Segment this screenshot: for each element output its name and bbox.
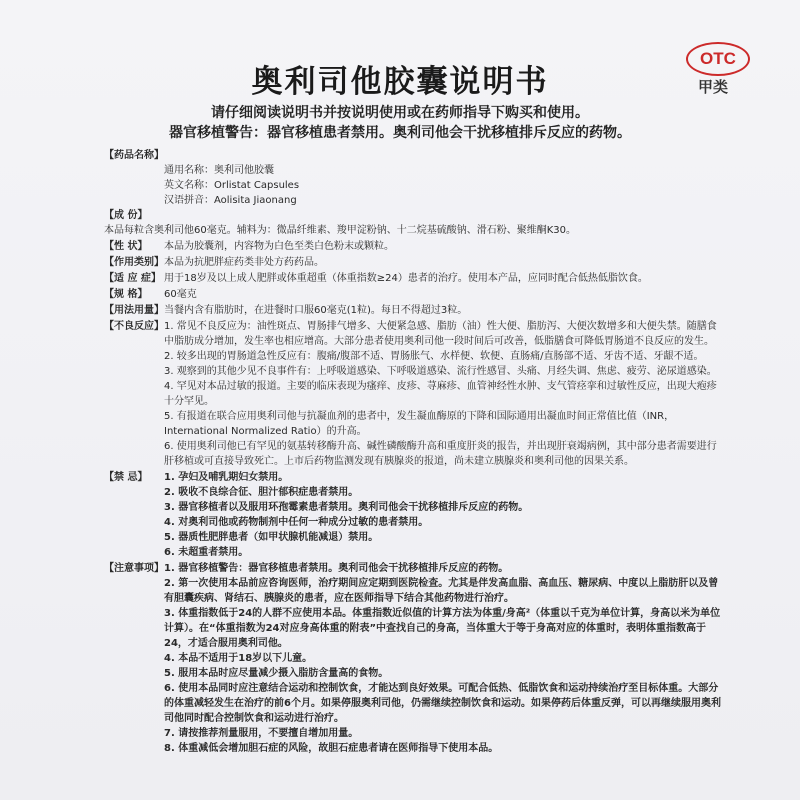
adverse-item: 2. 较多出现的胃肠道急性反应有：腹痛/腹部不适、胃肠胀气、水样便、软便、直肠痛/直肠部不适、牙齿不适、牙龈不适。 (164, 351, 704, 362)
contraindications-label: 【禁 忌】 (104, 472, 148, 483)
properties-label: 【性 状】 (104, 241, 148, 252)
spec-row (104, 287, 724, 302)
adverse-item: 3. 观察到的其他少见不良事件有：上呼吸道感染、下呼吸道感染、流行性感冒、头痛、月经失调、焦虑、疲劳、泌尿道感染。 (164, 366, 717, 377)
adverse-row (104, 319, 724, 469)
category-row (104, 255, 724, 270)
contraindications-row (104, 470, 724, 560)
precautions-label: 【注意事项】 (104, 563, 164, 574)
composition-text: 本品每粒含奥利司他60毫克。辅料为：微晶纤维素、羧甲淀粉钠、十二烷基硫酸钠、滑石粉、聚维酮K30。 (104, 225, 577, 236)
page-title: 奥利司他胶囊说明书 (251, 64, 549, 100)
precautions-row (104, 561, 724, 756)
adverse-item: 1. 常见不良反应为：油性斑点、胃肠排气增多、大便紧急感、脂肪（油）性大便、脂肪泻、大便次数增多和大便失禁。随膳食中脂肪成分增加，发生率也相应增高。大部分患者使用奥利司他一段时间后可改善，低脂膳食可降低胃肠道不良反应的发生。 (164, 321, 717, 347)
indication-label: 【适 应 症】 (104, 273, 161, 284)
dosage-row (104, 303, 724, 318)
contraindication-item: 1. 孕妇及哺乳期妇女禁用。 (164, 472, 289, 483)
leaflet-body (104, 148, 724, 756)
precaution-item: 4. 本品不适用于18岁以下儿童。 (164, 653, 313, 664)
spec-text: 60毫克 (164, 289, 197, 300)
transplant-warning: 器官移植警告：器官移植患者禁用。奥利司他会干扰移植排斥反应的药物。 (169, 125, 631, 141)
precaution-item: 2. 第一次使用本品前应咨询医师，治疗期间应定期到医院检查。尤其是伴发高血脂、高血压、糖尿病、中度以上脂肪肝以及曾有胆囊疾病、肾结石、胰腺炎的患者，应在医师指导下结合其他药物进行治疗。 (164, 578, 719, 604)
composition-label: 【成 份】 (104, 210, 148, 221)
adverse-label: 【不良反应】 (104, 321, 164, 332)
contraindication-item: 3. 器官移植者以及服用环孢霉素患者禁用。奥利司他会干扰移植排斥反应的药物。 (164, 502, 529, 513)
adverse-item: 6. 使用奥利司他已有罕见的氨基转移酶升高、碱性磷酸酶升高和重度肝炎的报告，并出现肝衰竭病例，其中部分患者需要进行肝移植或可直接导致死亡。上市后药物监测发现有胰腺炎的报道，尚未建立胰腺炎和奥利司他的因果关系。 (164, 441, 717, 467)
contraindication-item: 5. 器质性肥胖患者（如甲状腺机能减退）禁用。 (164, 532, 379, 543)
drug-name-label: 【药品名称】 (104, 150, 164, 161)
adverse-item: 4. 罕见对本品过敏的报道。主要的临床表现为瘙痒、皮疹、荨麻疹、血管神经性水肿、支气管痉挛和过敏性反应，出现大疱疹十分罕见。 (164, 381, 717, 407)
precaution-item: 6. 使用本品同时应注意结合运动和控制饮食，才能达到良好效果。可配合低热、低脂饮食和运动持续治疗至目标体重。大部分的体重减轻发生在治疗的前6个月。如果停服奥利司他，仍需继续控制饮食和运动。如果停药后体重反弹，可以再继续服用奥利司他同时配合控制饮食和运动进行治疗。 (164, 683, 721, 724)
contraindication-item: 4. 对奥利司他或药物制剂中任何一种成分过敏的患者禁用。 (164, 517, 429, 528)
category-text: 本品为抗肥胖症药类非处方药药品。 (164, 257, 324, 268)
generic-name: 通用名称：奥利司他胶囊 (164, 165, 274, 176)
precaution-item: 3. 体重指数低于24的人群不应使用本品。体重指数近似值的计算方法为体重/身高²（体重以千克为单位计算，身高以米为单位计算）。在“体重指数为24对应身高体重的附表”中查找自己的身高，当体重大于等于身高对应的体重时，表明体重指数高于24，才适合服用奥利司他。 (164, 608, 721, 649)
properties-row (104, 239, 724, 254)
dosage-label: 【用法用量】 (104, 305, 164, 316)
indication-text: 用于18岁及以上成人肥胖或体重超重（体重指数≥24）患者的治疗。使用本产品，应同时配合低热低脂饮食。 (164, 273, 648, 284)
precaution-item: 7. 请按推荐剂量服用，不要擅自增加用量。 (164, 728, 359, 739)
contraindication-item: 2. 吸收不良综合征、胆汁郁积症患者禁用。 (164, 487, 359, 498)
contraindication-item: 6. 未超重者禁用。 (164, 547, 249, 558)
precaution-item: 1. 器官移植警告：器官移植患者禁用。奥利司他会干扰移植排斥反应的药物。 (164, 563, 509, 574)
english-name: 英文名称：Orlistat Capsules (164, 180, 300, 191)
precaution-item: 8. 体重减低会增加胆石症的风险，故胆石症患者请在医师指导下使用本品。 (164, 743, 499, 754)
spec-label: 【规 格】 (104, 289, 148, 300)
otc-class-label: 甲类 (698, 78, 729, 96)
dosage-text: 当餐内含有脂肪时，在进餐时口服60毫克(1粒)。每日不得超过3粒。 (164, 305, 468, 316)
properties-text: 本品为胶囊剂，内容物为白色至类白色粉末或颗粒。 (164, 241, 394, 252)
otc-badge: OTC (686, 42, 750, 76)
read-instructions-note: 请仔细阅读说明书并按说明使用或在药师指导下购买和使用。 (211, 105, 589, 121)
category-label: 【作用类别】 (104, 257, 164, 268)
pinyin-name: 汉语拼音：Aolisita Jiaonang (164, 195, 297, 206)
indication-row (104, 271, 724, 286)
precaution-item: 5. 服用本品时应尽量减少摄入脂肪含量高的食物。 (164, 668, 389, 679)
adverse-item: 5. 有报道在联合应用奥利司他与抗凝血剂的患者中，发生凝血酶原的下降和国际通用出凝血时间正常值比值（INR，International Normalized Ratio）的升高。 (164, 411, 675, 437)
